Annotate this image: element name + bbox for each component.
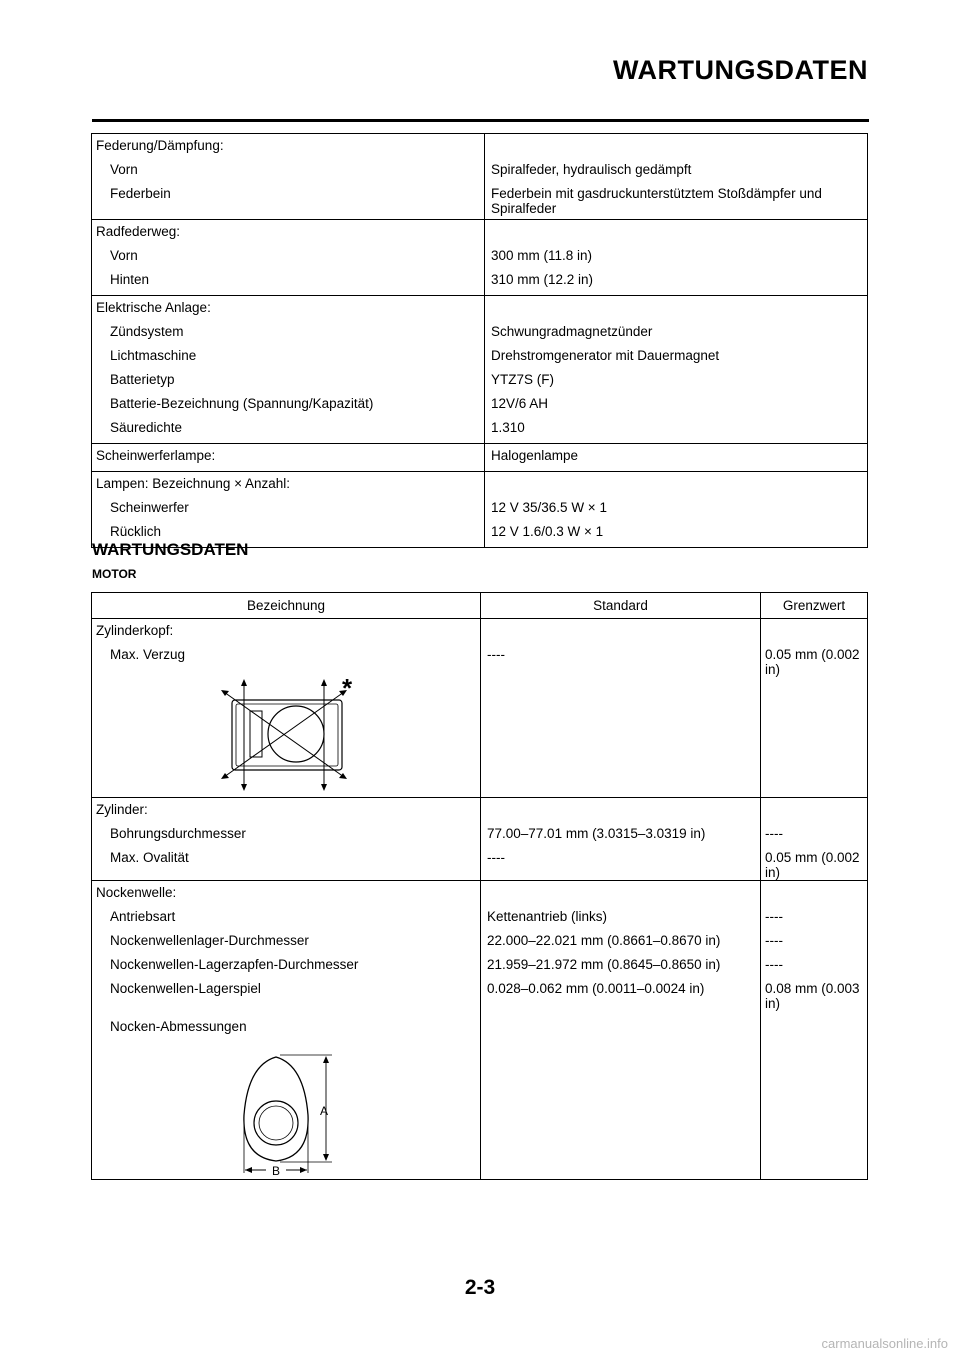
motor-standard: 22.000–22.021 mm (0.8661–0.8670 in): [481, 929, 761, 953]
spec-label: Batterietyp: [110, 372, 175, 387]
page-title: WARTUNGSDATEN: [613, 55, 868, 85]
section-subtitle: MOTOR: [92, 567, 137, 581]
spec-value: 310 mm (12.2 in): [485, 268, 868, 296]
cam-lobe-diagram: [236, 1045, 346, 1175]
motor-limit: ----: [761, 905, 868, 929]
motor-standard: ----: [481, 643, 761, 677]
arrow-head: [241, 784, 247, 791]
motor-label: Nockenwellenlager-Durchmesser: [110, 933, 309, 948]
arrow-head: [245, 1167, 252, 1173]
arrow-head: [321, 784, 327, 791]
spec-label: Lichtmaschine: [110, 348, 197, 363]
motor-table: [91, 592, 868, 1180]
spec-label: Rücklich: [110, 524, 162, 539]
spec-label: Hinten: [110, 272, 150, 287]
motor-limit: [761, 1011, 868, 1039]
spec-group-bulbs: [92, 472, 868, 548]
arrow-head: [321, 679, 327, 686]
spec-group-value: [485, 472, 868, 497]
spec-group-value: Halogenlampe: [485, 444, 868, 472]
spec-value: 12 V 35/36.5 W × 1: [485, 496, 868, 520]
spec-group-suspension: [92, 134, 868, 220]
spec-value: 12V/6 AH: [485, 392, 868, 416]
motor-group-heading: Zylinderkopf:: [92, 619, 481, 644]
motor-group-heading: Zylinder:: [92, 798, 481, 823]
cam-journal-inner: [259, 1106, 293, 1140]
motor-limit: ----: [761, 929, 868, 953]
page-number: 2-3: [464, 1276, 496, 1299]
spec-group-value: [485, 220, 868, 245]
motor-group-cylinder-head: [92, 619, 868, 798]
section-title: WARTUNGSDATEN: [92, 540, 249, 559]
arrow-head: [300, 1167, 307, 1173]
spec-group-heading: Elektrische Anlage:: [92, 296, 485, 321]
spec-label: Scheinwerfer: [110, 500, 189, 515]
motor-label: Nockenwellen-Lagerzapfen-Durchmesser: [110, 957, 359, 972]
motor-limit: ----: [761, 822, 868, 846]
spec-table: [91, 133, 868, 548]
motor-label: Antriebsart: [110, 909, 176, 924]
motor-label: Bohrungsdurchmesser: [110, 826, 246, 841]
spec-value: Schwungradmagnetzünder: [485, 320, 868, 344]
motor-group-cylinder: [92, 798, 868, 881]
cam-journal: [254, 1101, 298, 1145]
motor-standard: 77.00–77.01 mm (3.0315–3.0319 in): [481, 822, 761, 846]
spec-group-heading: Radfederweg:: [92, 220, 485, 245]
motor-standard: [481, 1011, 761, 1039]
column-header-limit: Grenzwert: [761, 593, 868, 619]
spec-group-heading: Federung/Dämpfung:: [92, 134, 485, 159]
spec-group-electrical: [92, 296, 868, 444]
column-header-standard: Standard: [481, 593, 761, 619]
motor-label: Max. Ovalität: [110, 850, 189, 865]
arrow-head: [323, 1154, 329, 1161]
motor-label: Nocken-Abmessungen: [110, 1019, 247, 1034]
spec-value: Federbein mit gasdruckunterstütztem Stoßdämpfer und Spiralfeder: [485, 182, 868, 220]
motor-limit: 0.08 mm (0.003 in): [761, 977, 868, 1011]
spec-value: 300 mm (11.8 in): [485, 244, 868, 268]
spec-value: 1.310: [485, 416, 868, 444]
title-divider: [92, 119, 869, 122]
spec-group-headlight: [92, 444, 868, 472]
spec-label: Batterie-Bezeichnung (Spannung/Kapazität): [110, 396, 374, 411]
arrow-head: [241, 679, 247, 686]
motor-label: Nockenwellen-Lagerspiel: [110, 981, 261, 996]
combustion-chamber: [268, 706, 324, 762]
cylinder-head-warpage-diagram: [214, 677, 364, 792]
cam-label-b: B: [272, 1164, 281, 1175]
motor-standard: 21.959–21.972 mm (0.8645–0.8650 in): [481, 953, 761, 977]
motor-limit: ----: [761, 953, 868, 977]
table-header-row: [92, 593, 868, 619]
spec-group-value: [485, 134, 868, 159]
spec-group-travel: [92, 220, 868, 296]
motor-label: Max. Verzug: [110, 647, 186, 662]
motor-group-heading: Nockenwelle:: [92, 881, 481, 906]
motor-limit: 0.05 mm (0.002 in): [761, 643, 868, 677]
spec-label: Vorn: [110, 162, 138, 177]
arrow-head: [323, 1056, 329, 1063]
spec-label: Vorn: [110, 248, 138, 263]
spec-label: Säuredichte: [110, 420, 183, 435]
spec-group-value: [485, 296, 868, 321]
motor-group-camshaft: [92, 881, 868, 1180]
spec-label: Federbein: [110, 186, 171, 201]
motor-limit: 0.05 mm (0.002 in): [761, 846, 868, 881]
motor-standard: Kettenantrieb (links): [481, 905, 761, 929]
spec-value: Spiralfeder, hydraulisch gedämpft: [485, 158, 868, 182]
spec-group-heading: Lampen: Bezeichnung × Anzahl:: [92, 472, 485, 497]
spec-value: 12 V 1.6/0.3 W × 1: [485, 520, 868, 548]
cam-label-a: A: [320, 1104, 329, 1118]
motor-standard: ----: [481, 846, 761, 881]
footer-watermark: carmanualsonline.info: [821, 1336, 948, 1351]
spec-value: Drehstromgenerator mit Dauermagnet: [485, 344, 868, 368]
spec-group-heading: Scheinwerferlampe:: [92, 444, 485, 472]
warpage-mark: *: [342, 677, 353, 703]
column-header-name: Bezeichnung: [92, 593, 481, 619]
spec-label: Zündsystem: [110, 324, 184, 339]
motor-standard: 0.028–0.062 mm (0.0011–0.0024 in): [481, 977, 761, 1011]
spec-value: YTZ7S (F): [485, 368, 868, 392]
